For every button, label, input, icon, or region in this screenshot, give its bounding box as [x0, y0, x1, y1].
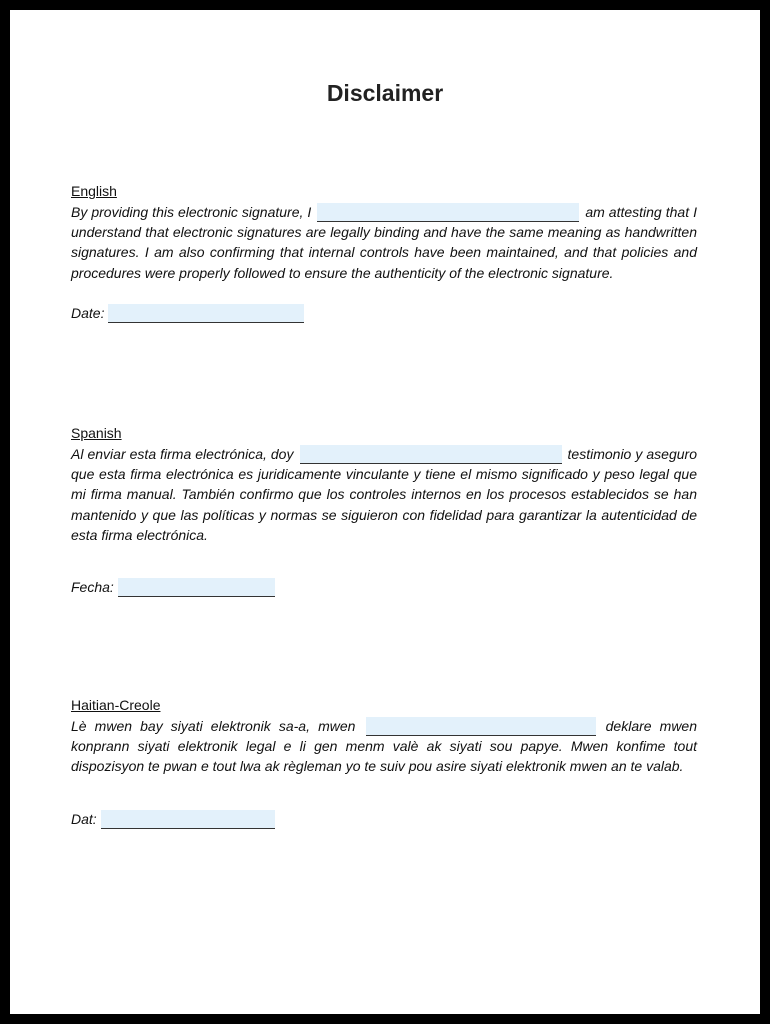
spanish-text-before: Al enviar esta firma electrónica, doy: [71, 446, 294, 462]
haitian-creole-section: [71, 696, 697, 829]
spanish-date-field[interactable]: [118, 578, 275, 597]
english-heading: English: [71, 183, 117, 199]
spanish-section: [71, 424, 697, 597]
haitian-creole-date-row: [71, 809, 697, 829]
page-title: Disclaimer: [326, 80, 444, 106]
haitian-creole-paragraph: [71, 716, 697, 777]
haitian-creole-date-field[interactable]: [101, 810, 275, 829]
spanish-heading: Spanish: [71, 425, 122, 441]
english-paragraph: [71, 202, 697, 283]
english-text-after: am attesting that I understand that electronic signatures are legally binding and have the same meaning as handwritten signatures. I am also confirming that internal controls have been maintained, and that policies and procedures were properly followed to ensure the authenticity of the electronic signature.: [71, 204, 697, 281]
haitian-creole-name-field[interactable]: [366, 717, 596, 736]
spanish-date-row: [71, 577, 697, 597]
english-date-label: Date:: [71, 304, 105, 321]
haitian-creole-text-before: Lè mwen bay siyati elektronik sa-a, mwen: [71, 718, 356, 734]
spanish-date-label: Fecha:: [71, 579, 114, 596]
haitian-creole-date-label: Dat:: [71, 810, 97, 827]
english-date-field[interactable]: [108, 304, 304, 323]
haitian-creole-text-after: deklare mwen konprann siyati elektronik legal e li gen menm valè ak siyati sou papye. Mwen konfime tout dispozisyon te pwan e tout lwa ak règleman yo te suiv pou asire siyati elektronik mwen an te valab.: [71, 718, 698, 775]
document-page: [10, 10, 760, 1014]
english-date-row: [71, 303, 697, 323]
english-section: [71, 182, 697, 323]
english-text-before: By providing this electronic signature, I: [71, 204, 312, 220]
haitian-creole-heading: Haitian-Creole: [71, 697, 161, 713]
english-name-field[interactable]: [317, 203, 579, 222]
spanish-name-field[interactable]: [300, 445, 562, 464]
spanish-paragraph: [71, 444, 697, 545]
spanish-text-after: testimonio y aseguro que esta firma electrónica es juridicamente vinculante y tiene el mismo significado y peso legal que mi firma manual. También confirmo que los controles internos en los procesos establecidos se han mantenido y que las políticas y normas se siguieron con fidelidad para garantizar la autenticidad de esta firma electrónica.: [71, 446, 697, 543]
